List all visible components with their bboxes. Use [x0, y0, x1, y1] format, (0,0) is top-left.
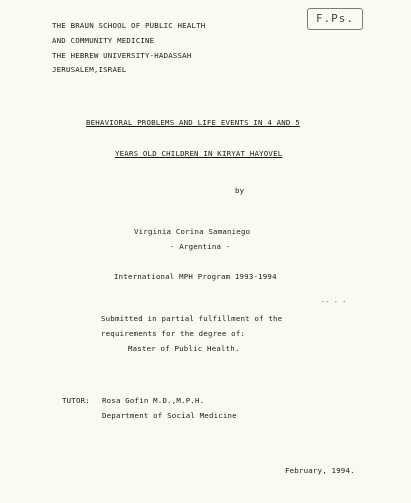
- tutor-label: TUTOR:: [62, 396, 90, 405]
- institution-line-1: THE BRAUN SCHOOL OF PUBLIC HEALTH: [52, 21, 206, 30]
- program-line: International MPH Program 1993-1994: [114, 272, 277, 281]
- submission-line-1: Submitted in partial fulfillment of the: [101, 314, 283, 323]
- archive-stamp: F.Ps.: [307, 8, 363, 30]
- tutor-name: Rosa Gofin M.D.,M.P.H.: [102, 396, 205, 405]
- author-name: Virginia Corina Samaniego: [134, 227, 251, 236]
- institution-line-4: JERUSALEM,ISRAEL: [52, 65, 127, 74]
- institution-line-2: AND COMMUNITY MEDICINE: [52, 36, 155, 45]
- stray-marks: ·- - ·: [321, 298, 347, 306]
- tutor-department: Department of Social Medicine: [102, 411, 237, 420]
- institution-line-3: THE HEBREW UNIVERSITY-HADASSAH: [52, 51, 192, 60]
- author-country: - Argentina -: [170, 242, 231, 251]
- submission-date: February, 1994.: [285, 466, 355, 475]
- thesis-title-line-1: BEHAVIORAL PROBLEMS AND LIFE EVENTS IN 4 AND 5: [86, 118, 300, 127]
- submission-line-3: Master of Public Health.: [128, 344, 240, 353]
- by-label: by: [235, 186, 245, 195]
- submission-line-2: requirements for the degree of:: [101, 329, 246, 338]
- thesis-title-line-2: YEARS OLD CHILDREN IN KIRYAT HAYOVEL: [115, 149, 283, 158]
